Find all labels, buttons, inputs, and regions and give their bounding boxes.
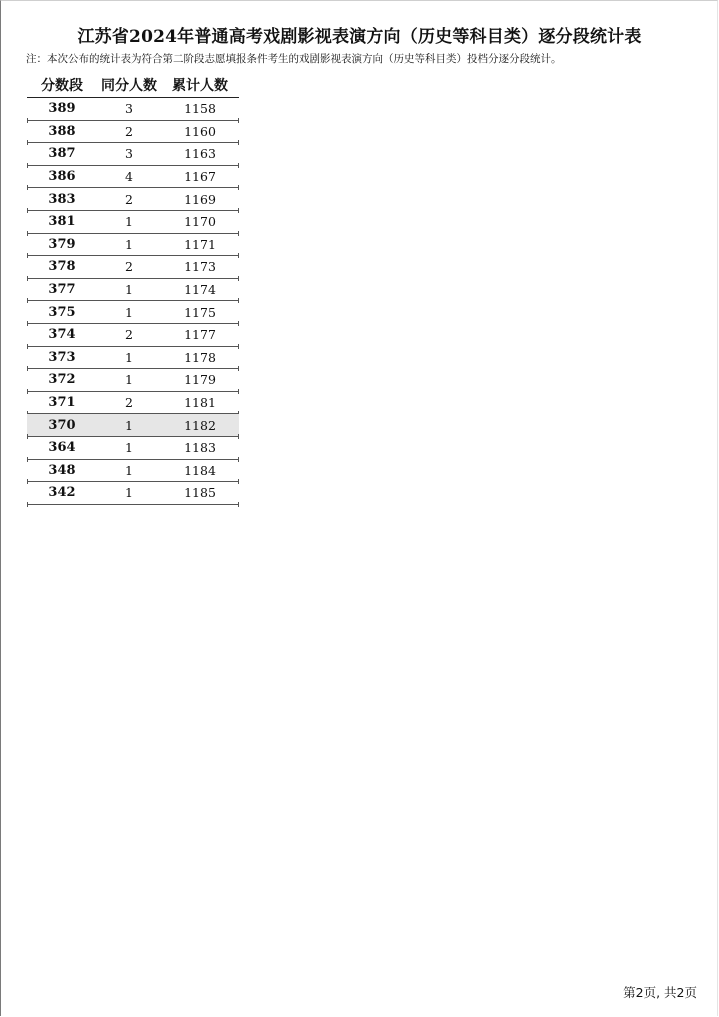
cell-total: 1169: [184, 191, 216, 207]
cell-count: 1: [125, 304, 133, 320]
cell-score: 364: [48, 440, 76, 456]
cell-count: 1: [125, 349, 133, 365]
cell-count: 2: [125, 395, 133, 411]
cell-count: 1: [125, 214, 133, 230]
cell-count: 3: [125, 146, 133, 162]
table-row: [27, 121, 239, 144]
cell-count: 1: [125, 417, 133, 433]
cell-count: 1: [125, 236, 133, 252]
page-number: 第2页, 共2页: [623, 985, 697, 1000]
cell-count: 1: [125, 282, 133, 298]
cell-total: 1185: [184, 485, 216, 501]
cell-total: 1175: [184, 304, 216, 320]
table-row: [27, 437, 239, 460]
cell-score: 372: [48, 372, 76, 388]
table-header: [27, 73, 239, 98]
table-row: [27, 392, 239, 415]
cell-score: 374: [48, 327, 76, 343]
note-text: 注：本次公布的统计表为符合第二阶段志愿填报条件考生的戏剧影视表演方向（历史等科目类）投档分逐分段统计。: [26, 53, 562, 65]
table-row: [27, 98, 239, 121]
cell-count: 2: [125, 123, 133, 139]
cell-total: 1179: [184, 372, 216, 388]
table-row: [27, 301, 239, 324]
table-row: [27, 369, 239, 392]
cell-score: 381: [48, 214, 76, 230]
cell-score: 373: [48, 349, 76, 365]
cell-score: 389: [48, 101, 76, 117]
table-row: [27, 347, 239, 370]
cell-total: 1173: [184, 259, 216, 275]
table-row-selected: [27, 414, 239, 437]
cell-score: 388: [48, 123, 76, 139]
cell-score: 377: [48, 282, 76, 298]
header-same-score-count: 同分人数: [101, 78, 157, 94]
table-row: [27, 234, 239, 257]
cell-score: 379: [48, 236, 76, 252]
cell-total: 1171: [184, 236, 216, 252]
cell-total: 1158: [184, 101, 216, 117]
page-title: 江苏省2024年普通高考戏剧影视表演方向（历史等科目类）逐分段统计表: [77, 27, 642, 47]
cell-count: 1: [125, 372, 133, 388]
header-cumulative-count: 累计人数: [172, 78, 228, 94]
table-row: [27, 188, 239, 211]
table-row: [27, 460, 239, 483]
cell-score: 375: [48, 304, 76, 320]
cell-total: 1183: [184, 440, 216, 456]
cell-score: 386: [48, 169, 76, 185]
table-row: [27, 482, 239, 505]
cell-total: 1170: [184, 214, 216, 230]
cell-total: 1167: [184, 169, 216, 185]
cell-count: 4: [125, 169, 133, 185]
cell-score: 371: [48, 395, 76, 411]
cell-count: 2: [125, 191, 133, 207]
cell-score: 342: [48, 485, 76, 501]
cell-score: 387: [48, 146, 76, 162]
table-row: [27, 143, 239, 166]
cell-count: 1: [125, 462, 133, 478]
cell-total: 1163: [184, 146, 216, 162]
cell-score: 370: [48, 417, 76, 433]
cell-total: 1174: [184, 282, 216, 298]
cell-count: 1: [125, 440, 133, 456]
table-row: [27, 324, 239, 347]
cell-count: 1: [125, 485, 133, 501]
cell-count: 3: [125, 101, 133, 117]
cell-total: 1178: [184, 349, 216, 365]
table-row: [27, 211, 239, 234]
cell-total: 1160: [184, 123, 216, 139]
table-row: [27, 279, 239, 302]
cell-count: 2: [125, 259, 133, 275]
cell-total: 1177: [184, 327, 216, 343]
cell-count: 2: [125, 327, 133, 343]
cell-score: 383: [48, 191, 76, 207]
cell-total: 1184: [184, 462, 216, 478]
cell-score: 348: [48, 462, 76, 478]
score-table: [27, 73, 239, 505]
table-row: [27, 166, 239, 189]
header-score-band: 分数段: [41, 78, 83, 94]
cell-total: 1182: [184, 417, 216, 433]
cell-total: 1181: [184, 395, 216, 411]
table-row: [27, 256, 239, 279]
cell-score: 378: [48, 259, 76, 275]
